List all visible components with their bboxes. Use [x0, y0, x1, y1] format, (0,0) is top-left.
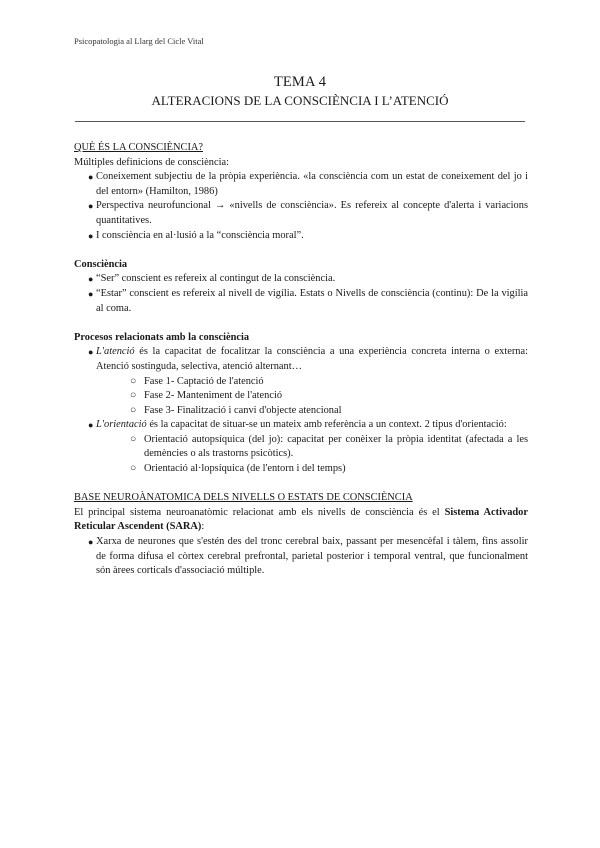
- bullet-icon: ●: [88, 288, 94, 299]
- term-atencio: L'atenció: [96, 346, 135, 358]
- sara-list: [74, 535, 528, 579]
- list-item-atencio: ● L'atenció és la capacitat de focalitzar la consciència a una experiència concreta interna o externa: Atenció sostinguda, selectiva, atenció alternant… ○ Fase 1- Captació de l'atenció ○ Fase 2- Manteniment de l'atenció ○ Fase 3- Finalització i canvi d'objecte atencional: [74, 345, 528, 418]
- section-intro: Múltiples definicions de consciència:: [74, 156, 229, 168]
- processes-list: [74, 345, 528, 476]
- circle-bullet-icon: ○: [130, 433, 137, 445]
- orientation-types-list: [96, 433, 528, 477]
- sub-list-item: ○ Fase 1- Captació de l'atenció: [74, 375, 528, 390]
- list-item: ● “Estar” conscient es refereix al nivell de vigília. Estats o Nivells de consciència (continu): De la vigília al coma.: [88, 287, 528, 314]
- bullet-icon: ●: [88, 274, 94, 285]
- bullet-icon: ●: [88, 172, 94, 183]
- bullet-icon: ●: [88, 201, 94, 212]
- list-item: ● Xarxa de neurones que s'estén des del tronc cerebral baix, passant per mesencèfal i tàlem, fins assolir de forma difusa el còrtex cerebral prefrontal, parietal posterior i temporal ventral, que funcionalment són àrees corticals d'associació múltiple.: [88, 536, 528, 577]
- circle-bullet-icon: ○: [130, 375, 137, 387]
- bullet-icon: ●: [88, 347, 94, 358]
- term-orientacio: L'orientació: [96, 419, 147, 431]
- document-body: [74, 141, 528, 579]
- sub-list-item: ○ Orientació autopsíquica (del jo): capacitat per conèixer la pròpia identitat (afectada a les demències o als trastorns psicòtics).: [130, 433, 528, 460]
- document-title: TEMA 4: [273, 74, 327, 90]
- bullet-icon: ●: [88, 230, 94, 241]
- section-heading-consciencia: QUÈ ÉS LA CONSCIÈNCIA?: [74, 142, 204, 153]
- document-subtitle: ALTERACIONS DE LA CONSCIÈNCIA I L’ATENCIÓ: [151, 93, 449, 108]
- circle-bullet-icon: ○: [130, 404, 137, 416]
- running-header: Psicopatologia al Llarg del Cicle Vital: [74, 36, 204, 46]
- circle-bullet-icon: ○: [130, 463, 137, 475]
- ser-estar-list: [74, 272, 528, 316]
- attention-phases-list: [96, 375, 528, 419]
- bullet-icon: ●: [88, 420, 94, 431]
- list-item: ● I consciència en al·lusió a la “consciència moral”.: [74, 229, 528, 244]
- list-item: ● “Ser” conscient es refereix al contingut de la consciència.: [74, 272, 528, 287]
- sub-list-item: ○ Orientació al·lopsíquica (de l'entorn i del temps): [74, 462, 528, 477]
- list-item: ● Perspectiva neurofuncional → «nivells de consciència». Es refereix al concepte d'alerta i variacions quantitatives.: [88, 200, 528, 226]
- list-item: ● Coneixement subjectiu de la pròpia experiència. «la consciència com un estat de coneixement del jo i del entorn» (Hamilton, 1986): [88, 171, 528, 197]
- section-heading-consciencia-bold: Consciència: [74, 258, 128, 270]
- section-heading-base-neuroanatomica: BASE NEUROÀNATOMICA DELS NIVELLS O ESTATS DE CONSCIÈNCIA: [74, 492, 413, 504]
- sub-list-item: ○ Fase 3- Finalització i canvi d'objecte atencional: [74, 404, 528, 419]
- circle-bullet-icon: ○: [130, 390, 137, 402]
- section-heading-processos: Procesos relacionats amb la consciència: [74, 331, 250, 343]
- title-divider: [75, 121, 525, 122]
- sara-term: Sistema Activador Reticular Ascendent (SARA): [74, 506, 528, 533]
- bullet-icon: ●: [88, 537, 94, 548]
- sara-intro: El principal sistema neuroanatòmic relacionat amb els nivells de consciència és el Sistema Activador Reticular Ascendent (SARA):: [74, 506, 528, 533]
- sub-list-item: ○ Fase 2- Manteniment de l'atenció: [74, 389, 528, 404]
- definitions-list: [74, 170, 528, 243]
- list-item-orientacio: ● L'orientació és la capacitat de situar-se un mateix amb referència a un context. 2 tipus d'orientació: ○ Orientació autopsíquica (del jo): capacitat per conèixer la pròpia identitat (afectada a les demències o als trastorns psicòtics). ○ Orientació al·lopsíquica (de l'entorn i del temps): [74, 418, 528, 476]
